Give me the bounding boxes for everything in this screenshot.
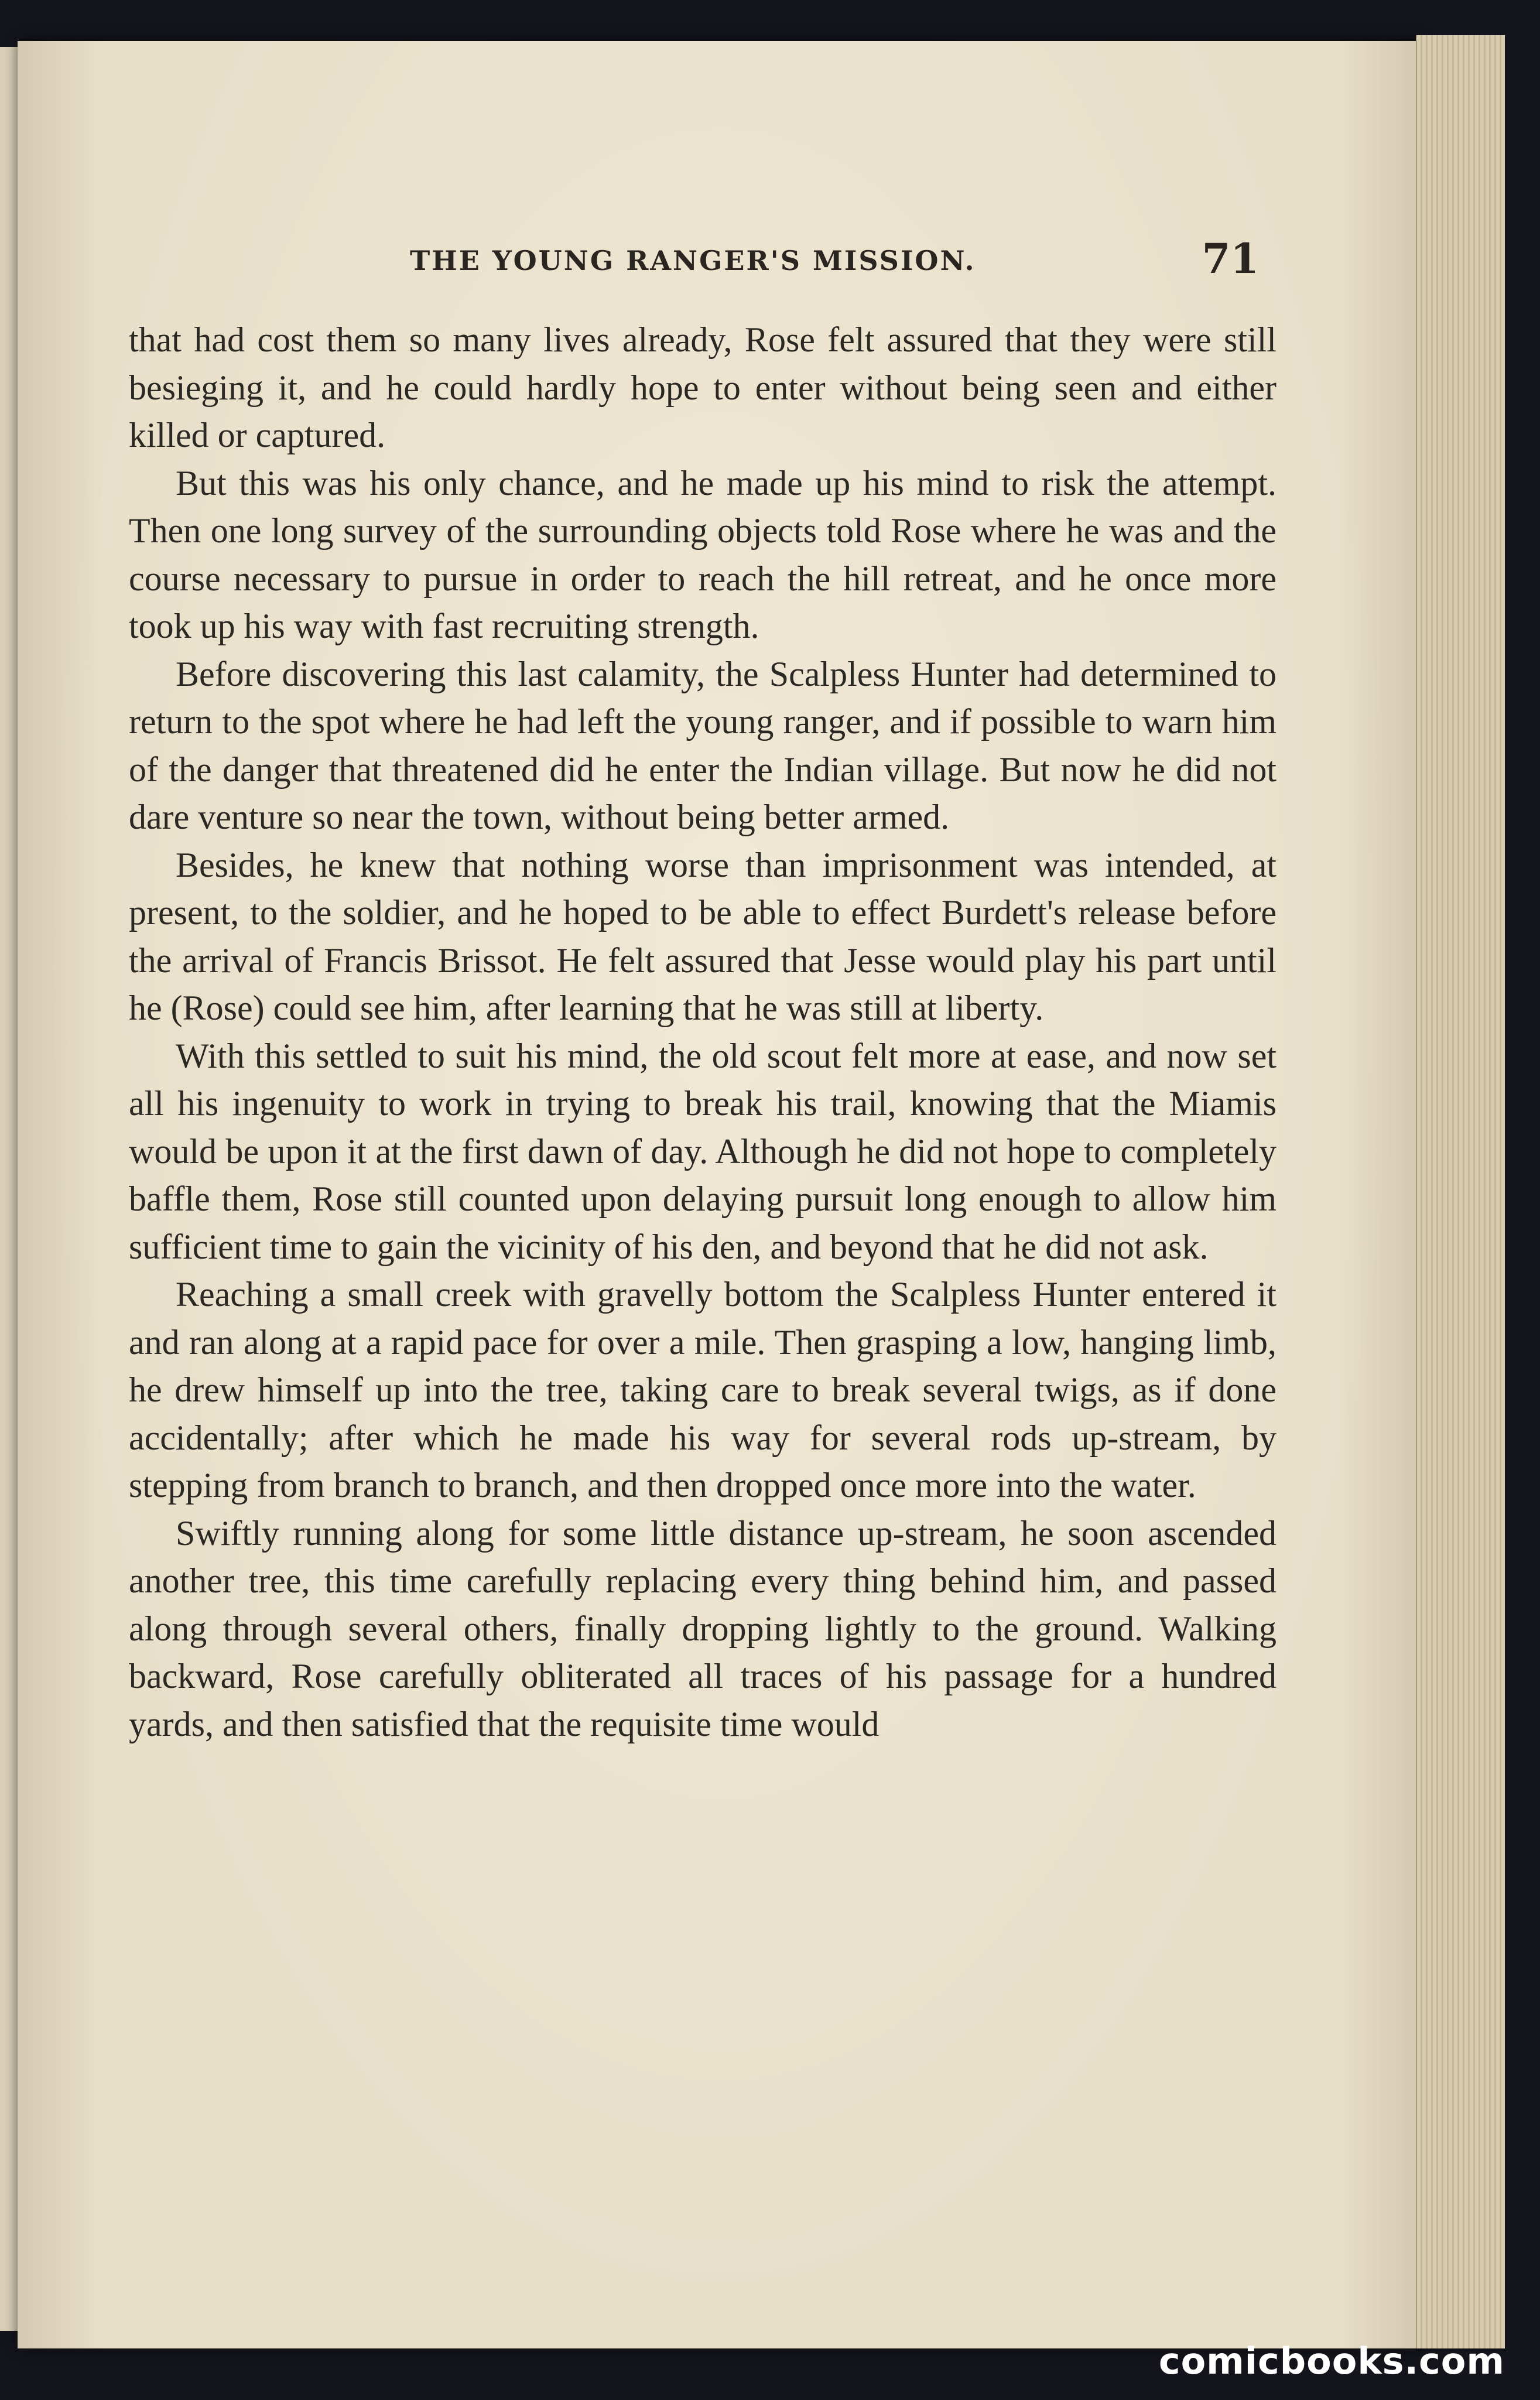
paragraph: that had cost them so many lives already, Rose felt assured that they were still besieging it, and he could hardly hope to enter without being seen and either killed or captured. [129,320,1277,454]
paragraph: With this settled to suit his mind, the old scout felt more at ease, and now set all his ingenuity to work in trying to break his trail, knowing that the Miamis would be upon it at the first dawn of day. Although he did not hope to completely baffle them, Rose still counted upon delaying pursuit long enough to allow him sufficient time to gain the vicinity of his den, and beyond that he did not ask. [129,1036,1277,1266]
paragraph: Besides, he knew that nothing worse than imprisonment was intended, at present, to the soldier, and he hoped to be able to effect Burdett's release before the arrival of Francis Brissot. He felt assured that Jesse would play his part until he (Rose) could see him, after learning that he was still at liberty. [129,845,1277,1027]
site-watermark: comicbooks.com [1158,2340,1505,2382]
running-title: THE YOUNG RANGER'S MISSION. [410,245,976,276]
running-head [410,234,1259,281]
paragraph: But this was his only chance, and he made up his mind to risk the attempt. Then one long survey of the surrounding objects told Rose where he was and the course necessary to pursue in order to reach the hill retreat, and he once more took up his way with fast recruiting strength. [129,463,1277,645]
book-page-edges [1416,35,1505,2348]
paragraph: Before discovering this last calamity, the Scalpless Hunter had determined to return to the spot where he had left the young ranger, and if possible to warn him of the danger that threatened did he enter the Indian village. But now he did not dare venture so near the town, without being better armed. [129,654,1277,836]
paragraph: Reaching a small creek with gravelly bottom the Scalpless Hunter entered it and ran along at a rapid pace for over a mile. Then grasping a low, hanging limb, he drew himself up into the tree, taking care to break several twigs, as if done accidentally; after which he made his way for several rods up-stream, by stepping from branch to branch, and then dropped once more into the water. [129,1275,1277,1505]
body-text [129,316,1277,1748]
paragraph: Swiftly running along for some little distance up-stream, he soon ascended another tree, this time carefully replacing every thing behind him, and passed along through several others, finally dropping lightly to the ground. Walking backward, Rose carefully obliterated all traces of his passage for a hundred yards, and then satisfied that the requisite time would [129,1513,1277,1743]
page-number: 71 [1202,234,1259,283]
page-sheet [18,41,1423,2348]
